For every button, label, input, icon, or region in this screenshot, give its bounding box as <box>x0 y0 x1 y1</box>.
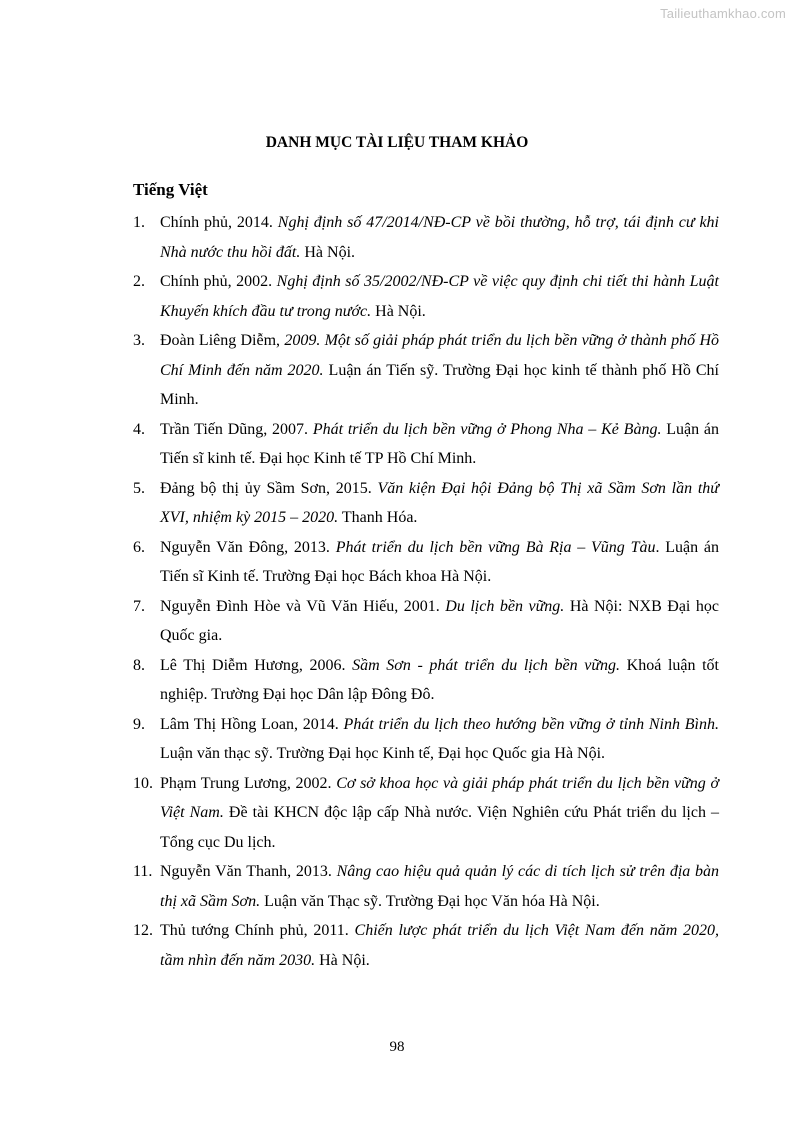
reference-publisher: Luận án Tiến sĩ kinh tế. Đại học Kinh tế TP Hồ Chí Minh. <box>160 420 720 467</box>
reference-item <box>133 710 719 769</box>
reference-publisher: Hà Nội. <box>315 951 370 969</box>
watermark: Tailieuthamkhao.com <box>660 6 786 21</box>
reference-number: 7. <box>133 597 145 615</box>
reference-item <box>133 533 719 592</box>
reference-number: 11. <box>133 863 153 880</box>
reference-item <box>133 651 719 710</box>
reference-publisher: Luận văn thạc sỹ. Trường Đại học Kinh tế, Đại học Quốc gia Hà Nội. <box>160 745 606 762</box>
reference-number: 6. <box>133 538 145 556</box>
reference-number: 2. <box>133 273 145 290</box>
reference-author: Phạm Trung Lương, 2002. <box>160 774 337 792</box>
reference-item <box>133 415 719 474</box>
reference-publisher: Hà Nội. <box>371 302 426 320</box>
reference-number: 9. <box>133 715 145 733</box>
reference-item <box>133 326 719 415</box>
reference-title: Du lịch bền vững. <box>445 597 565 615</box>
reference-publisher: Hà Nội. <box>300 243 356 261</box>
reference-item <box>133 474 719 533</box>
reference-publisher: Luận văn Thạc sỹ. Trường Đại học Văn hóa Hà Nội. <box>260 892 600 910</box>
reference-title: Văn kiện Đại hội Đảng bộ Thị xã Sầm Sơn lần thứ XVI, nhiệm kỳ 2015 – 2020. <box>160 479 719 526</box>
reference-publisher: Thanh Hóa. <box>338 509 418 526</box>
reference-number: 1. <box>133 214 145 231</box>
page-number: 98 <box>389 1039 405 1055</box>
reference-author: Nguyễn Đình Hòe và Vũ Văn Hiếu, 2001. <box>160 597 446 615</box>
reference-item <box>133 769 719 858</box>
reference-author: Nguyễn Văn Đông, 2013. <box>160 538 336 556</box>
reference-author: Đảng bộ thị ủy Sầm Sơn, 2015. <box>160 479 378 497</box>
reference-title: Cơ sở khoa học và giải pháp phát triển du lịch bền vững ở Việt Nam. <box>160 774 719 821</box>
reference-publisher: Đề tài KHCN độc lập cấp Nhà nước. Viện Nghiên cứu Phát triển du lịch – Tổng cục Du lịch. <box>160 804 719 851</box>
reference-title: Sầm Sơn - phát triển du lịch bền vững. <box>352 656 621 674</box>
reference-author: Chính phủ, 2014. <box>160 214 278 231</box>
reference-title: Phát triển du lịch bền vững ở Phong Nha – Kẻ Bàng. <box>312 420 662 438</box>
reference-number: 5. <box>133 479 145 497</box>
page-title: DANH MỤC TÀI LIỆU THAM KHẢO <box>265 134 529 151</box>
section-heading: Tiếng Việt <box>133 180 208 199</box>
reference-number: 4. <box>133 420 145 438</box>
reference-author: Trần Tiến Dũng, 2007. <box>160 420 313 438</box>
reference-number: 12. <box>133 922 153 939</box>
reference-list <box>133 208 719 975</box>
reference-item <box>133 592 719 651</box>
reference-title: Phát triển du lịch theo hướng bền vững ở tỉnh Ninh Bình. <box>343 715 719 733</box>
reference-author: Chính phủ, 2002. <box>160 273 277 290</box>
reference-publisher: . Luận án Tiến sĩ Kinh tế. Trường Đại học Bách khoa Hà Nội. <box>160 538 719 585</box>
reference-item <box>133 208 719 267</box>
reference-author: Nguyễn Văn Thanh, 2013. <box>160 863 337 880</box>
reference-publisher: Khoá luận tốt nghiệp. Trường Đại học Dân lập Đông Đô. <box>160 656 720 703</box>
reference-author: Lâm Thị Hồng Loan, 2014. <box>160 715 344 733</box>
reference-title: Nghị định số 47/2014/NĐ-CP về bồi thường, hỗ trợ, tái định cư khi Nhà nước thu hồi đất. <box>160 214 719 261</box>
reference-title: 2009. Một số giải pháp phát triển du lịch bền vững ở thành phố Hồ Chí Minh đến năm 2020. <box>160 332 719 379</box>
reference-publisher: Hà Nội: NXB Đại học Quốc gia. <box>160 597 719 644</box>
reference-title: Nghị định số 35/2002/NĐ-CP về việc quy định chi tiết thi hành Luật Khuyến khích đầu tư trong nước. <box>160 273 719 320</box>
reference-number: 3. <box>133 332 145 349</box>
reference-author: Thủ tướng Chính phủ, 2011. <box>160 922 355 939</box>
reference-title: Chiến lược phát triển du lịch Việt Nam đến năm 2020, tầm nhìn đến năm 2030. <box>160 922 719 969</box>
reference-number: 8. <box>133 656 145 674</box>
reference-title: Nâng cao hiệu quả quản lý các di tích lịch sử trên địa bàn thị xã Sầm Sơn. <box>160 863 720 910</box>
reference-number: 10. <box>133 774 153 792</box>
reference-item <box>133 916 719 975</box>
reference-author: Lê Thị Diễm Hương, 2006. <box>160 656 353 674</box>
reference-item <box>133 267 719 326</box>
reference-author: Đoàn Liêng Diễm, <box>160 332 285 349</box>
reference-item <box>133 857 719 916</box>
reference-title: Phát triển du lịch bền vững Bà Rịa – Vũng Tàu <box>335 538 656 556</box>
reference-publisher: Luận án Tiến sỹ. Trường Đại học kinh tế thành phố Hồ Chí Minh. <box>160 361 720 408</box>
